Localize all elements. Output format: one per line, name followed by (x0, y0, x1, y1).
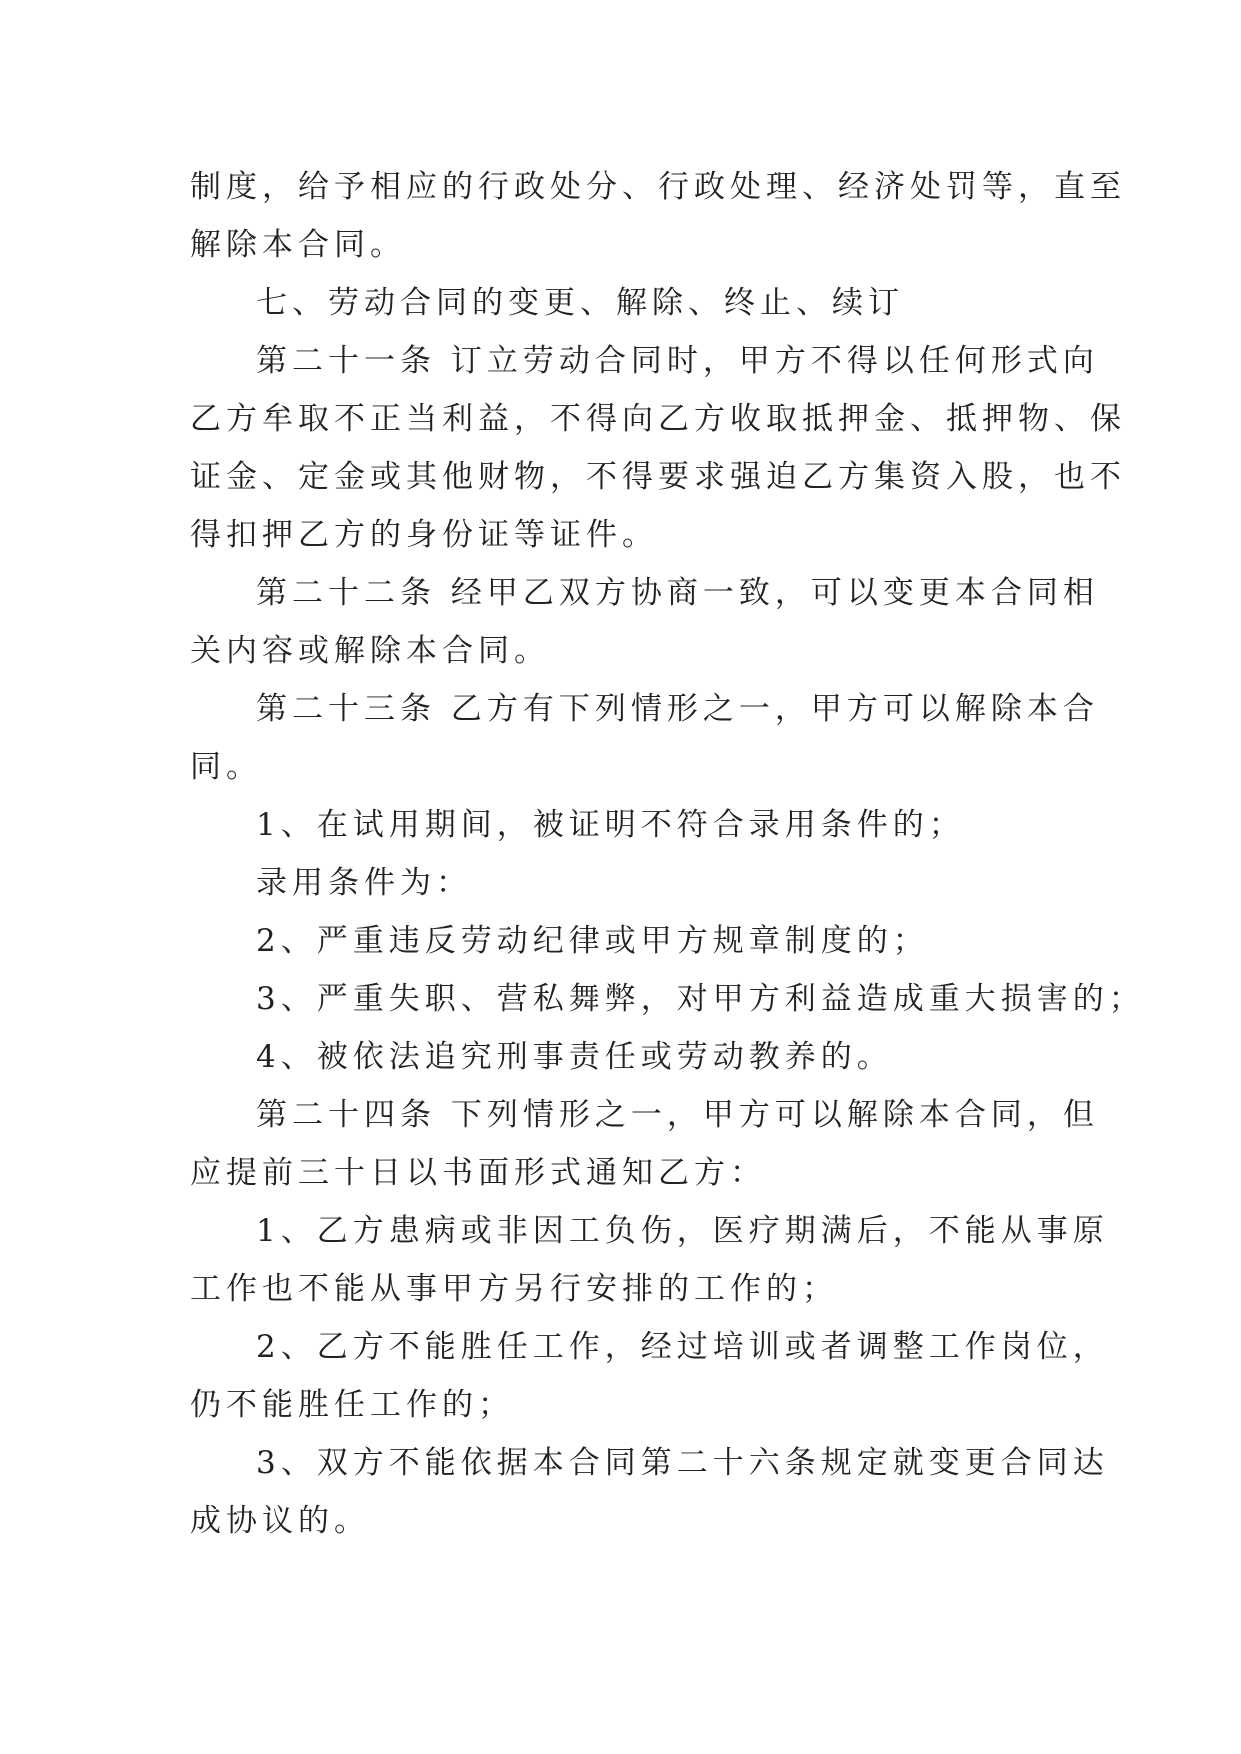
list-item: 4、被依法追究刑事责任或劳动教养的。 (256, 1039, 893, 1075)
article-24-line: 第二十四条 下列情形之一，甲方可以解除本合同，但 (256, 1097, 1099, 1133)
document-body (190, 158, 1145, 1550)
text-line: 得扣押乙方的身份证等证件。 (190, 517, 658, 553)
text-line: 关内容或解除本合同。 (190, 633, 550, 669)
text-line: 成协议的。 (190, 1503, 370, 1539)
text-line: 应提前三十日以书面形式通知乙方： (190, 1155, 766, 1191)
text-line: 工作也不能从事甲方另行安排的工作的； (190, 1271, 838, 1307)
list-item: 2、严重违反劳动纪律或甲方规章制度的； (256, 923, 929, 959)
text-line: 录用条件为： (256, 865, 472, 901)
section-heading: 七、劳动合同的变更、解除、终止、续订 (256, 285, 904, 321)
article-22-line: 第二十二条 经甲乙双方协商一致，可以变更本合同相 (256, 575, 1099, 611)
article-23-line: 第二十三条 乙方有下列情形之一，甲方可以解除本合 (256, 691, 1099, 727)
list-item: 3、双方不能依据本合同第二十六条规定就变更合同达 (256, 1445, 1109, 1481)
text-line: 证金、定金或其他财物，不得要求强迫乙方集资入股，也不 (190, 459, 1126, 495)
list-item: 2、乙方不能胜任工作，经过培训或者调整工作岗位， (256, 1329, 1109, 1365)
text-line: 同。 (190, 749, 262, 785)
list-item: 1、乙方患病或非因工负伤，医疗期满后，不能从事原 (256, 1213, 1109, 1249)
text-line: 乙方牟取不正当利益，不得向乙方收取抵押金、抵押物、保 (190, 401, 1126, 437)
list-item: 1、在试用期间，被证明不符合录用条件的； (256, 807, 965, 843)
article-21-line: 第二十一条 订立劳动合同时，甲方不得以任何形式向 (256, 343, 1099, 379)
text-line: 解除本合同。 (190, 227, 406, 263)
list-item: 3、严重失职、营私舞弊，对甲方利益造成重大损害的； (256, 981, 1145, 1017)
text-line: 仍不能胜任工作的； (190, 1387, 514, 1423)
text-line: 制度，给予相应的行政处分、行政处理、经济处罚等，直至 (190, 169, 1126, 205)
